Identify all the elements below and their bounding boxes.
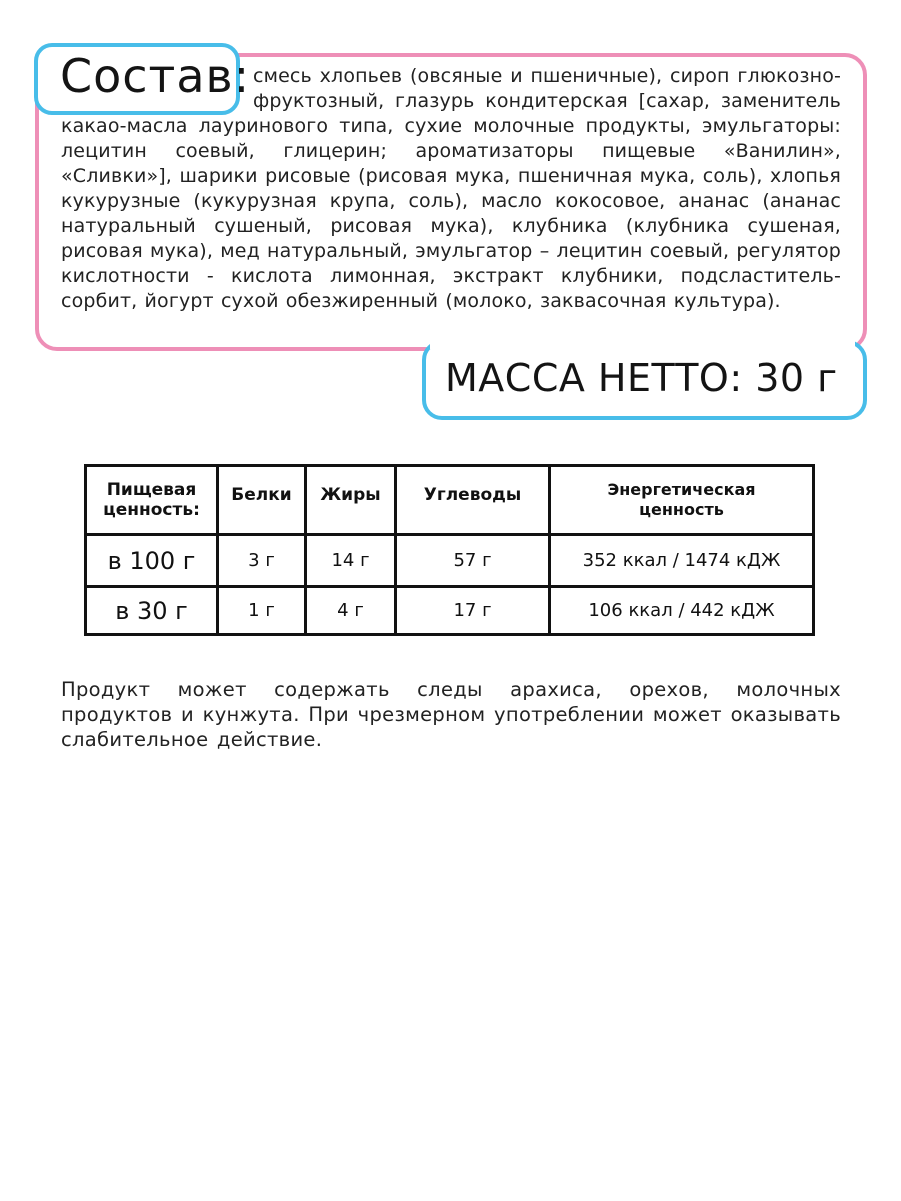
row-label: в 100 г xyxy=(86,535,218,587)
composition-text: смесь хлопьев (овсяные и пшеничные), сироп глюкозно-фруктозный, глазурь кондитерская [сахар, заменитель какао-масла лауринового типа, сухие молочные продукты, эмульгаторы: лецитин соевый, глицерин; ароматизаторы пищевые «Ванилин», «Сливки»], шарики рисовые (рисовая мука, пшеничная мука, соль), хлопья кукурузные (кукурузная крупа, соль), масло кокосовое, ананас (ананас натуральный сушеный, рисовая мука), клубника (клубника сушеная, рисовая мука), мед натуральный, эмульгатор – лецитин соевый, регулятор кислотности - кислота лимонная, экстракт клубники, подсластитель-сорбит, йогурт сухой обезжиренный (молоко, заквасочная культура). xyxy=(61,65,841,312)
protein-value: 1 г xyxy=(218,587,306,635)
nutrition-table xyxy=(84,464,815,636)
energy-value: 352 ккал / 1474 кДЖ xyxy=(550,535,814,587)
fat-value: 14 г xyxy=(306,535,396,587)
protein-value: 3 г xyxy=(218,535,306,587)
composition-title: Состав: xyxy=(60,49,251,103)
table-row xyxy=(86,535,814,587)
header-protein: Белки xyxy=(218,466,306,535)
energy-value: 106 ккал / 442 кДЖ xyxy=(550,587,814,635)
carbs-value: 57 г xyxy=(396,535,550,587)
row-label: в 30 г xyxy=(86,587,218,635)
header-fat: Жиры xyxy=(306,466,396,535)
carbs-value: 17 г xyxy=(396,587,550,635)
fat-value: 4 г xyxy=(306,587,396,635)
net-mass: МАССА НЕТТО: 30 г xyxy=(445,356,838,400)
table-row xyxy=(86,587,814,635)
allergen-warning: Продукт может содержать следы арахиса, орехов, молочных продуктов и кунжута. При чрезмерном употреблении может оказывать слабительное действие. xyxy=(61,678,841,751)
table-header-row xyxy=(86,466,814,535)
header-energy: Энергетическая ценность xyxy=(550,466,814,535)
header-carbs: Углеводы xyxy=(396,466,550,535)
header-nutrition-value: Пищевая ценность: xyxy=(86,466,218,535)
